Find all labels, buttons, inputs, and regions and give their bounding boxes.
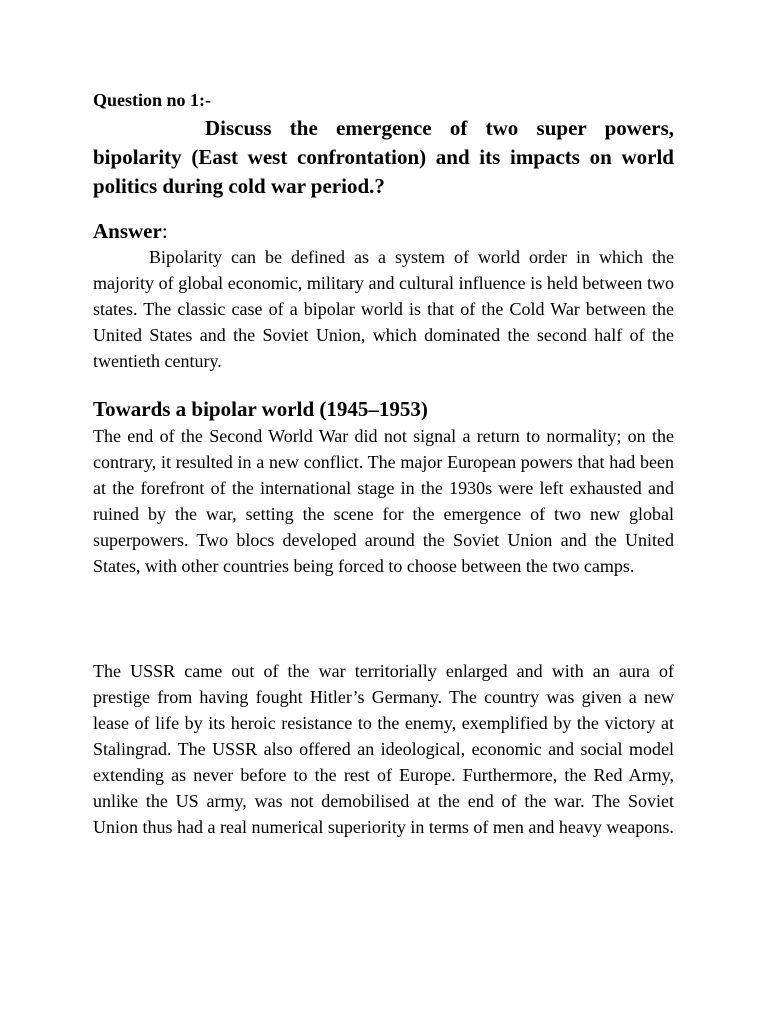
answer-heading	[93, 218, 674, 244]
question-text: Discuss the emergence of two super powers, bipolarity (East west confrontation) and its impacts on world politics during cold war period.?	[93, 116, 674, 198]
answer-colon: :	[161, 219, 168, 243]
section-paragraph-1: The end of the Second World War did not signal a return to normality; on the contrary, it resulted in a new conflict. The major European powers that had been at the forefront of the international stage in the 1930s were left exhausted and ruined by the war, setting the scene for the emergence of two new global superpowers. Two blocs developed around the Soviet Union and the United States, with other countries being forced to choose between the two camps.	[93, 426, 674, 576]
section-heading: Towards a bipolar world (1945–1953)	[93, 397, 428, 421]
section-paragraph-2: The USSR came out of the war territorially enlarged and with an aura of prestige from having fought Hitler’s Germany. The country was given a new lease of life by its heroic resistance to the enemy, exemplified by the victory at Stalingrad. The USSR also offered an ideological, economic and social model extending as never before to the rest of Europe. Furthermore, the Red Army, unlike the US army, was not demobilised at the end of the war. The Soviet Union thus had a real numerical superiority in terms of men and heavy weapons.	[93, 661, 674, 837]
answer-paragraph: Bipolarity can be defined as a system of world order in which the majority of global economic, military and cultural influence is held between two states. The classic case of a bipolar world is that of the Cold War between the United States and the Soviet Union, which dominated the second half of the twentieth century.	[93, 247, 674, 371]
answer-label: Answer	[93, 219, 162, 243]
document-page	[93, 86, 674, 840]
question-label: Question no 1:-	[93, 90, 212, 110]
